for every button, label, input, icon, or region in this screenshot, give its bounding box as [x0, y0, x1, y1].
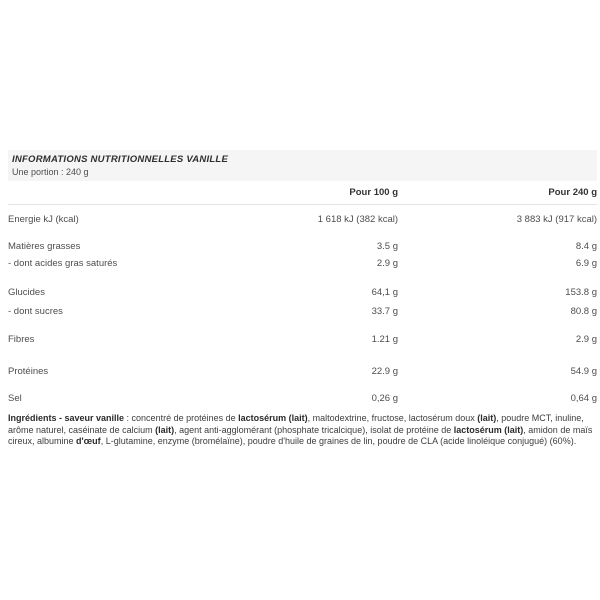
- value-per-240g: 6.9 g: [575, 257, 597, 269]
- table-row-acides-gras-satures: [8, 257, 597, 269]
- row-label: Glucides: [8, 286, 45, 298]
- panel-header: [8, 150, 597, 181]
- value-per-100g: 2.9 g: [376, 257, 398, 269]
- panel-title: INFORMATIONS NUTRITIONNELLES VANILLE: [12, 154, 229, 165]
- table-row-sel: [8, 392, 597, 404]
- nutrition-table: [8, 181, 597, 404]
- value-per-100g: 64,1 g: [371, 286, 398, 298]
- row-label: Matières grasses: [8, 240, 81, 252]
- row-label: Fibres: [8, 333, 35, 345]
- row-label: Sel: [8, 392, 22, 404]
- portion-size: Une portion : 240 g: [12, 167, 89, 177]
- table-row-glucides: [8, 286, 597, 298]
- value-per-240g: 2.9 g: [575, 333, 597, 345]
- row-label: Protéines: [8, 365, 49, 377]
- ingredients-paragraph: Ingrédients - saveur vanille : concentré de protéines de lactosérum (lait), maltodextrine, fructose, lactosérum doux (lait), poudre MCT, inuline, arôme naturel, caséinate de calcium (lait), agent anti-agglomérant (phosphate tricalcique), isolat de protéine de lactosérum (lait), amidon de maïs cireux, albumine d'œuf, L-glutamine, enzyme (bromélaïne), poudre d'huile de graines de lin, poudre de CLA (acide linoléique conjugué) (60%).: [8, 413, 593, 446]
- table-row-sucres: [8, 305, 597, 317]
- value-per-240g: 0,64 g: [570, 392, 597, 404]
- nutrition-panel: [8, 150, 597, 448]
- col-header-per-100g: Pour 100 g: [349, 187, 398, 198]
- value-per-240g: 80.8 g: [570, 305, 597, 317]
- value-per-100g: 1.21 g: [371, 333, 398, 345]
- col-header-per-240g: Pour 240 g: [548, 187, 597, 198]
- table-row-fibres: [8, 333, 597, 345]
- value-per-240g: 8.4 g: [575, 240, 597, 252]
- table-header-row: [8, 181, 597, 205]
- value-per-100g: 3.5 g: [376, 240, 398, 252]
- value-per-240g: 153.8 g: [565, 286, 597, 298]
- row-label: Energie kJ (kcal): [8, 213, 79, 225]
- table-row-proteines: [8, 365, 597, 377]
- value-per-100g: 22.9 g: [371, 365, 398, 377]
- row-label: - dont acides gras saturés: [8, 257, 118, 269]
- table-row-energie: [8, 213, 597, 225]
- value-per-100g: 33.7 g: [371, 305, 398, 317]
- value-per-240g: 3 883 kJ (917 kcal): [516, 213, 597, 225]
- row-label: - dont sucres: [8, 305, 63, 317]
- value-per-240g: 54.9 g: [570, 365, 597, 377]
- value-per-100g: 0,26 g: [371, 392, 398, 404]
- table-row-matieres-grasses: [8, 240, 597, 252]
- value-per-100g: 1 618 kJ (382 kcal): [317, 213, 398, 225]
